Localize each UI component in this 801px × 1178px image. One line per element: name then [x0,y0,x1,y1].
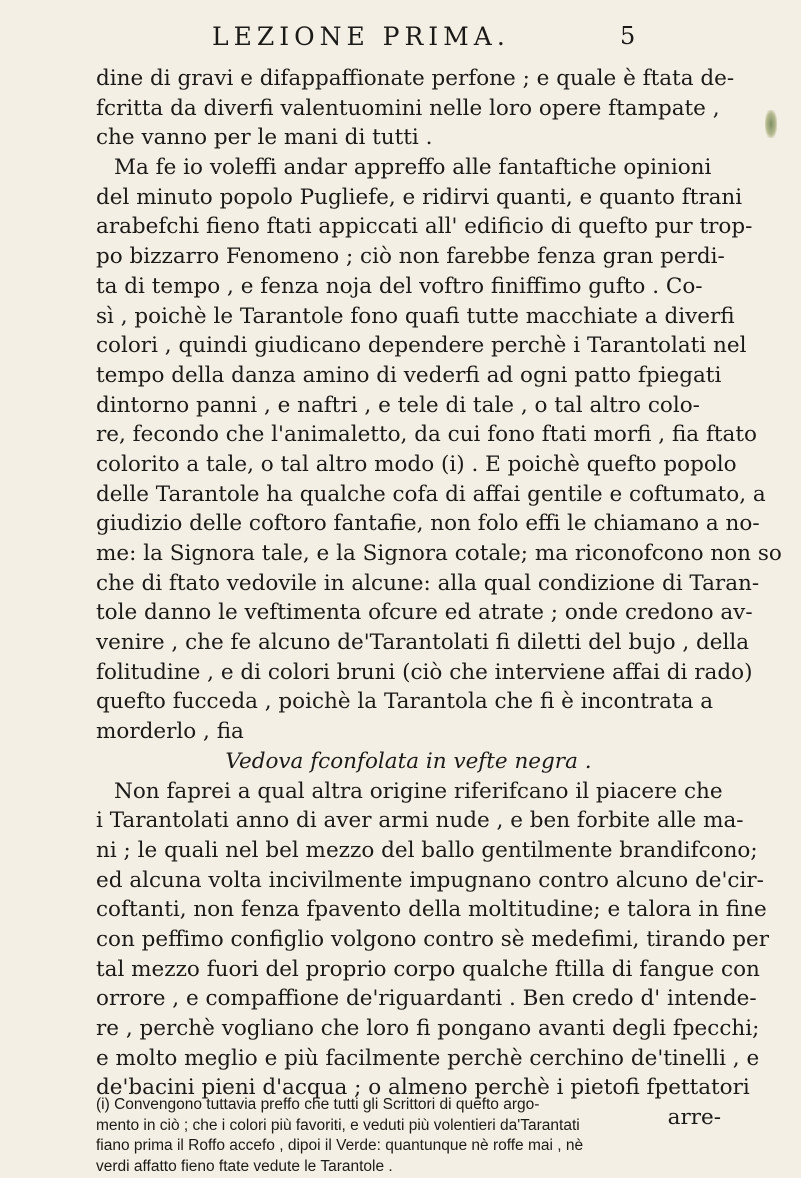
footnote [96,1095,724,1177]
text-line: ni ; le quali nel bel mezzo del ballo gentilmente brandifcono; [96,837,758,863]
text-line: Non faprei a qual altra origine riferifcano il piacere che [114,778,723,804]
text-line: sì , poichè le Tarantole fono quafi tutte macchiate a diverfi [96,303,735,329]
footnote-line: (i) Convengono tuttavia preffo che tutti gli Scrittori di quefto argo- [96,1096,540,1113]
text-line: del minuto popolo Pugliefe, e ridirvi quanti, e quanto ftrani [96,184,743,210]
text-line: dine di gravi e difappaffionate perfone ; e quale è ftata de- [96,66,735,91]
page-stain [765,110,777,138]
text-line: fcritta da diverfi valentuomini nelle loro opere ftampate , [96,95,720,121]
page-number: 5 [620,22,636,50]
text-line: colori , quindi giudicano dependere perchè i Tarantolati nel [96,333,747,359]
text-line: tempo della danza amino di vederfi ad ogni patto fpiegati [96,362,722,388]
text-line: de'bacini pieni d'acqua ; o almeno perchè i pietofi fpettatori [96,1075,750,1101]
text-line: po bizzarro Fenomeno ; ciò non farebbe fenza gran perdi- [96,244,725,270]
text-line: i Tarantolati anno di aver armi nude , e ben forbite alle ma- [96,808,744,834]
text-line: Ma fe io voleffi andar appreffo alle fantaftiche opinioni [114,155,712,181]
footnote-line: mento in ciò ; che i colori più favoriti, e veduti più volentieri da'Tarantati [96,1116,580,1134]
text-line: giudizio delle coftoro fantafie, non folo effi le chiamano a no- [96,511,760,537]
text-line: morderlo , fia [96,719,244,745]
text-line: dintorno panni , e naftri , e tele di tale , o tal altro colo- [96,392,700,418]
catchword: arre- [667,1105,721,1131]
text-line: colorito a tale, o tal altro modo (i) . E poichè quefto popolo [96,451,737,477]
running-title: LEZIONE PRIMA. [212,22,510,51]
footnote-line: verdi affatto fieno ftate vedute le Tarantole . [96,1157,393,1175]
text-line: folitudine , e di colori bruni (ciò che interviene affai di rado) [96,659,753,685]
text-line: re, fecondo che l'animaletto, da cui fono ftati morfi , fia ftato [96,422,757,448]
text-line: che vanno per le mani di tutti . [96,125,433,151]
text-line: quefto fucceda , poichè la Tarantola che fi è incontrata a [96,689,714,715]
text-line: ta di tempo , e fenza noja del voftro finiffimo gufto . Co- [96,273,703,299]
text-line: con peffimo configlio volgono contro sè medefimi, tirando per [96,926,769,952]
footnote-line: fiano prima il Roffo accefo , dipoi il Verde: quantunque nè roffe mai , nè [96,1137,584,1154]
text-line: tole danno le veftimenta ofcure ed atrate ; onde credono av- [96,600,753,626]
text-line: e molto meglio e più facilmente perchè cerchino de'tinelli , e [96,1045,760,1071]
text-line: re , perchè vogliano che loro fi pongano avanti degli fpecchi; [96,1016,760,1041]
text-line: ed alcuna volta incivilmente impugnano contro alcuno de'cir- [96,867,764,893]
text-line: orrore , e compaffione de'riguardanti . Ben credo d' intende- [96,986,757,1012]
text-line: venire , che fe alcuno de'Tarantolati fi diletti del bujo , della [96,630,750,656]
text-line: coftanti, non fenza fpavento della moltitudine; e talora in fine [96,897,767,923]
running-header [0,18,801,58]
main-text [96,64,782,1133]
text-line: che di ftato vedovile in alcune: alla qual condizione di Taran- [96,570,760,596]
text-line: me: la Signora tale, e la Signora cotale; ma riconofcono non so [96,541,782,566]
text-line: delle Tarantole ha qualche cofa di affai gentile e coftumato, a [96,481,766,507]
italic-verse-line: Vedova fconfolata in vefte negra . [225,748,592,774]
text-line: arabefchi fieno ftati appiccati all' edificio di quefto pur trop- [96,214,753,240]
text-line: tal mezzo fuori del proprio corpo qualche ftilla di fangue con [96,956,760,982]
